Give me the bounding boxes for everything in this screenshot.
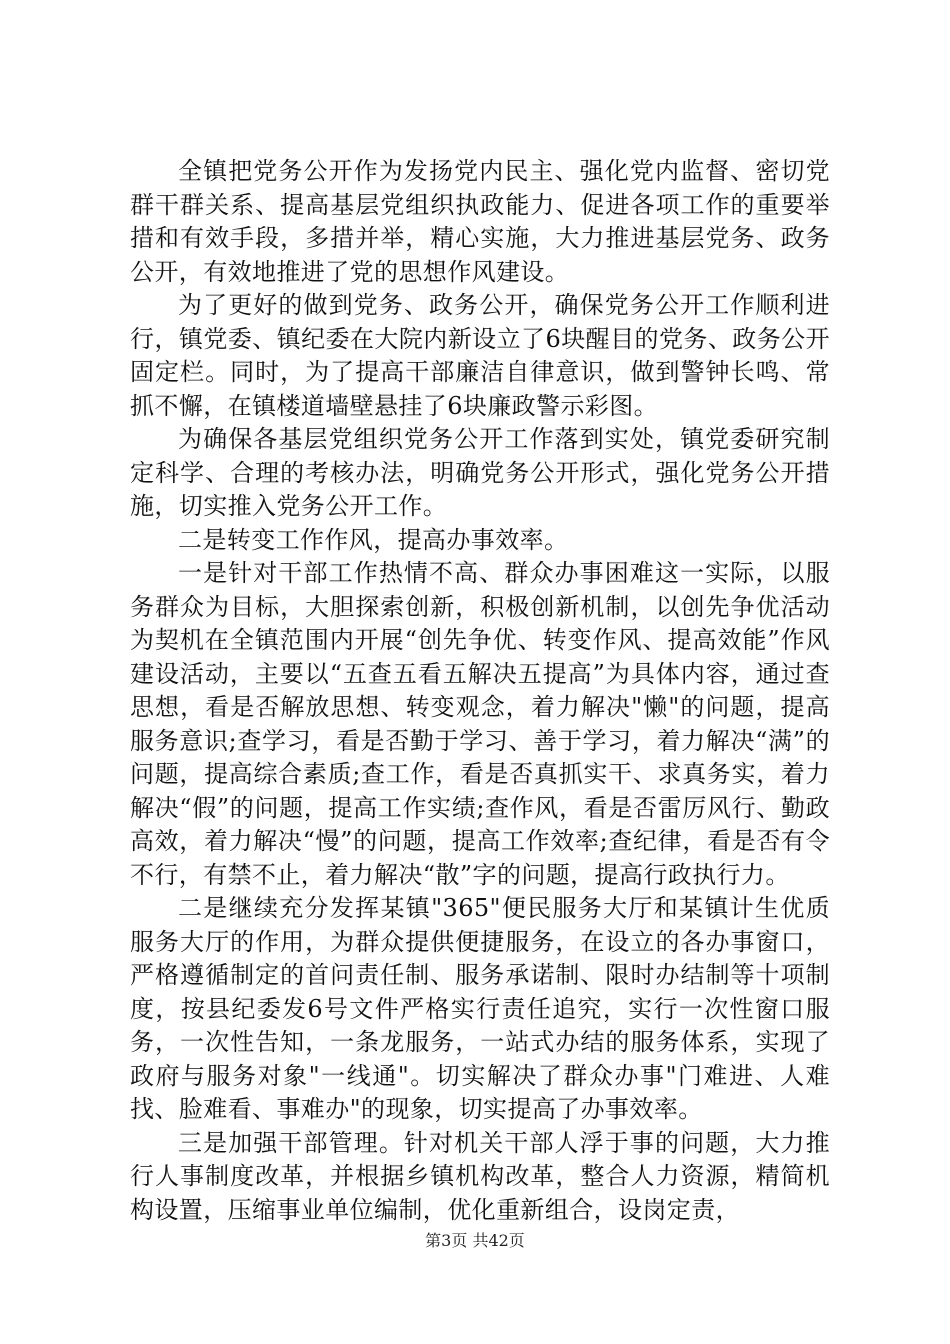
document-body [130, 155, 830, 1227]
section-heading-2: 二是转变工作作风，提高办事效率。 [178, 525, 569, 554]
paragraph-4: 一是针对干部工作热情不高、群众办事困难这一实际，以服务群众为目标，大胆探索创新，积极创新机制，以创先争优活动为契机在全镇范围内开展“创先争优、转变作风、提高效能”作风建设活动，主要以“五查五看五解决五提高”为具体内容，通过查思想，看是否解放思想、转变观念，着力解决"懒"的问题，提高服务意识;查学习，看是否勤于学习、善于学习，着力解决“满”的问题，提高综合素质;查工作，看是否真抓实干、求真务实，着力解决“假”的问题，提高工作实绩;查作风，看是否雷厉风行、勤政高效，着力解决“慢”的问题，提高工作效率;查纪律，看是否有令不行，有禁不止，着力解决“散”字的问题，提高行政执行力。 [130, 559, 830, 889]
paragraph-5: 二是继续充分发挥某镇"365"便民服务大厅和某镇计生优质服务大厅的作用，为群众提供便捷服务，在设立的各办事窗口，严格遵循制定的首问责任制、服务承诺制、限时办结制等十项制度，按县纪委发6号文件严格实行责任追究，实行一次性窗口服务，一次性告知，一条龙服务，一站式办结的服务体系，实现了政府与服务对象"一线通"。切实解决了群众办事"门难进、人难找、脸难看、事难办"的现象，切实提高了办事效率。 [130, 894, 830, 1123]
paragraph-6: 三是加强干部管理。针对机关干部人浮于事的问题，大力推行人事制度改革，并根据乡镇机构改革，整合人力资源，精简机构设置，压缩事业单位编制，优化重新组合，设岗定责， [130, 1128, 830, 1224]
paragraph-3: 为确保各基层党组织党务公开工作落到实处，镇党委研究制定科学、合理的考核办法，明确党务公开形式，强化党务公开措施，切实推入党务公开工作。 [130, 425, 830, 520]
paragraph-2: 为了更好的做到党务、政务公开，确保党务公开工作顺利进行，镇党委、镇纪委在大院内新设立了6块醒目的党务、政务公开固定栏。同时，为了提高干部廉洁自律意识，做到警钟长鸣、常抓不懈，在镇楼道墙壁悬挂了6块廉政警示彩图。 [130, 291, 830, 420]
page-footer: 第3页 共42页 [425, 1231, 525, 1250]
paragraph-1: 全镇把党务公开作为发扬党内民主、强化党内监督、密切党群干群关系、提高基层党组织执政能力、促进各项工作的重要举措和有效手段，多措并举，精心实施，大力推进基层党务、政务公开，有效地推进了党的思想作风建设。 [130, 157, 830, 286]
